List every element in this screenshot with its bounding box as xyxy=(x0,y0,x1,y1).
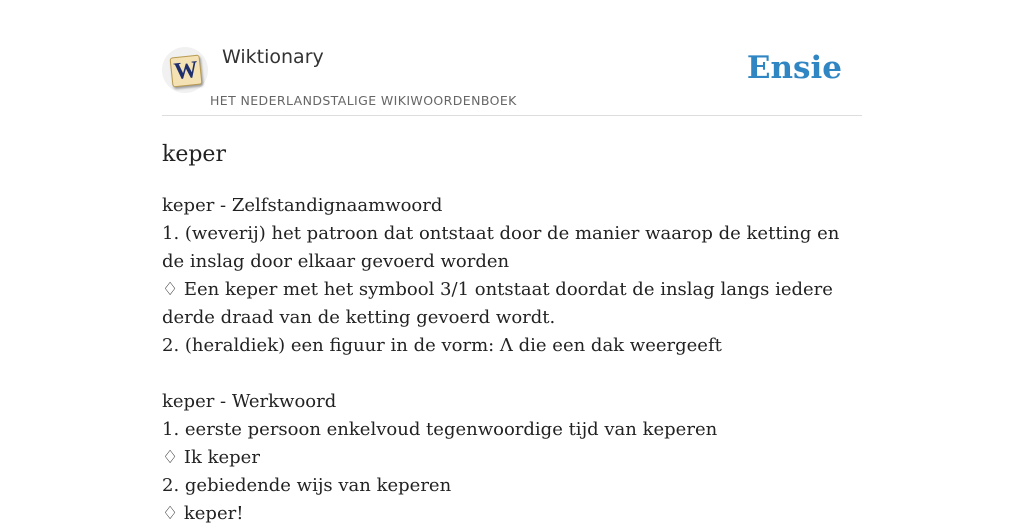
page-title: keper xyxy=(162,142,226,167)
entry-verb xyxy=(162,388,862,528)
ensie-brand-link[interactable]: Ensie xyxy=(746,50,842,86)
wiktionary-logo[interactable] xyxy=(162,47,208,93)
site-header xyxy=(162,0,862,116)
example-line: ♢ keper! xyxy=(162,503,244,524)
entries xyxy=(162,192,862,528)
wiktionary-logo-icon: W xyxy=(170,55,203,88)
example-line: ♢ Ik keper xyxy=(162,447,260,468)
site-tagline: HET NEDERLANDSTALIGE WIKIWOORDENBOEK xyxy=(210,93,517,108)
page xyxy=(162,0,862,524)
entry-noun xyxy=(162,192,862,360)
definition-line: 2. gebiedende wijs van keperen xyxy=(162,475,452,496)
definition-line: 1. (weverij) het patroon dat ontstaat door de manier waarop de ketting en de inslag door elkaar gevoerd worden xyxy=(162,223,840,272)
entry-heading: keper - Zelfstandignaamwoord xyxy=(162,195,443,216)
entry-heading: keper - Werkwoord xyxy=(162,391,337,412)
site-name[interactable]: Wiktionary xyxy=(222,46,324,68)
example-line: ♢ Een keper met het symbool 3/1 ontstaat doordat de inslag langs iedere derde draad van de ketting gevoerd wordt. xyxy=(162,279,833,328)
definition-line: 2. (heraldiek) een figuur in de vorm: Λ die een dak weergeeft xyxy=(162,335,722,356)
definition-line: 1. eerste persoon enkelvoud tegenwoordige tijd van keperen xyxy=(162,419,718,440)
